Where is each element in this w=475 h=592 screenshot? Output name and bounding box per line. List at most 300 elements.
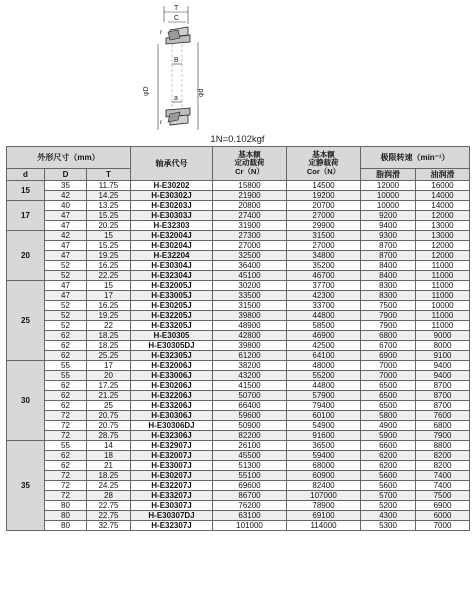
table-row bbox=[7, 471, 470, 481]
cell-bore-d: 15 bbox=[7, 181, 45, 201]
cell-outer-D: 42 bbox=[45, 191, 87, 201]
cell-width-T: 14.25 bbox=[87, 191, 131, 201]
cell-static-load: 68000 bbox=[287, 461, 361, 471]
table-row bbox=[7, 301, 470, 311]
cell-width-T: 19.25 bbox=[87, 311, 131, 321]
cell-speed-oil: 7900 bbox=[416, 431, 470, 441]
cell-dynamic-load: 27400 bbox=[213, 211, 287, 221]
table-body bbox=[7, 181, 470, 531]
cell-bearing-code: H-E30205J bbox=[131, 301, 213, 311]
cell-speed-oil: 8700 bbox=[416, 401, 470, 411]
cell-outer-D: 72 bbox=[45, 481, 87, 491]
cell-static-load: 34800 bbox=[287, 251, 361, 261]
cell-outer-D: 52 bbox=[45, 311, 87, 321]
cell-bore-d: 20 bbox=[7, 231, 45, 281]
table-row bbox=[7, 491, 470, 501]
cell-static-load: 42500 bbox=[287, 341, 361, 351]
cell-outer-D: 72 bbox=[45, 471, 87, 481]
table-row bbox=[7, 481, 470, 491]
label-phiD: φD bbox=[143, 86, 150, 96]
cell-bearing-code: H-E30306DJ bbox=[131, 421, 213, 431]
cell-speed-grease: 4300 bbox=[361, 511, 416, 521]
cell-static-load: 78900 bbox=[287, 501, 361, 511]
cell-dynamic-load: 31500 bbox=[213, 301, 287, 311]
table-row bbox=[7, 241, 470, 251]
table-row bbox=[7, 181, 470, 191]
cell-speed-grease: 5900 bbox=[361, 431, 416, 441]
cell-bearing-code: H-E32006J bbox=[131, 361, 213, 371]
cell-speed-oil: 8800 bbox=[416, 441, 470, 451]
cell-dynamic-load: 59600 bbox=[213, 411, 287, 421]
table-row bbox=[7, 271, 470, 281]
cell-static-load: 44800 bbox=[287, 381, 361, 391]
cell-speed-grease: 5200 bbox=[361, 501, 416, 511]
cell-width-T: 22.75 bbox=[87, 511, 131, 521]
cell-bearing-code: H-E32004J bbox=[131, 231, 213, 241]
cell-speed-grease: 6200 bbox=[361, 461, 416, 471]
cell-speed-grease: 7000 bbox=[361, 361, 416, 371]
label-a: a bbox=[174, 95, 178, 102]
cell-outer-D: 52 bbox=[45, 271, 87, 281]
cell-static-load: 46700 bbox=[287, 271, 361, 281]
cell-speed-oil: 6000 bbox=[416, 511, 470, 521]
cell-speed-oil: 11000 bbox=[416, 271, 470, 281]
cell-speed-grease: 8700 bbox=[361, 241, 416, 251]
label-r-bottom: r bbox=[160, 119, 163, 126]
cell-bearing-code: H-E32907J bbox=[131, 441, 213, 451]
cell-speed-grease: 5300 bbox=[361, 521, 416, 531]
cell-speed-grease: 5600 bbox=[361, 481, 416, 491]
table-row bbox=[7, 221, 470, 231]
header-bearing-code: 轴承代号 bbox=[131, 147, 213, 181]
cell-bearing-code: H-E30204J bbox=[131, 241, 213, 251]
cell-dynamic-load: 101000 bbox=[213, 521, 287, 531]
label-T: T bbox=[174, 5, 179, 12]
cell-speed-grease: 5800 bbox=[361, 411, 416, 421]
cell-speed-oil: 8000 bbox=[416, 341, 470, 351]
cell-bearing-code: H-E32206J bbox=[131, 391, 213, 401]
cell-speed-grease: 6500 bbox=[361, 401, 416, 411]
cell-speed-grease: 8400 bbox=[361, 271, 416, 281]
cell-speed-grease: 6800 bbox=[361, 331, 416, 341]
label-r-top: r bbox=[160, 29, 163, 36]
table-row bbox=[7, 191, 470, 201]
table-row bbox=[7, 381, 470, 391]
cell-speed-oil: 7500 bbox=[416, 491, 470, 501]
cell-speed-oil: 8700 bbox=[416, 391, 470, 401]
cell-speed-grease: 6900 bbox=[361, 351, 416, 361]
cell-speed-oil: 8700 bbox=[416, 381, 470, 391]
cell-bearing-code: H-E32204 bbox=[131, 251, 213, 261]
cell-static-load: 19200 bbox=[287, 191, 361, 201]
table-row bbox=[7, 511, 470, 521]
cell-outer-D: 47 bbox=[45, 251, 87, 261]
cell-speed-oil: 11000 bbox=[416, 281, 470, 291]
cell-speed-oil: 13000 bbox=[416, 221, 470, 231]
cell-outer-D: 52 bbox=[45, 301, 87, 311]
table-row bbox=[7, 291, 470, 301]
cell-static-load: 44800 bbox=[287, 311, 361, 321]
bearing-section-diagram bbox=[128, 2, 228, 130]
cell-bearing-code: H-E30304J bbox=[131, 261, 213, 271]
cell-width-T: 28 bbox=[87, 491, 131, 501]
cell-dynamic-load: 76200 bbox=[213, 501, 287, 511]
cell-bearing-code: H-E33005J bbox=[131, 291, 213, 301]
cell-speed-grease: 9400 bbox=[361, 221, 416, 231]
cell-outer-D: 55 bbox=[45, 361, 87, 371]
header-static-load: 基本额 定静载荷 Cor（N） bbox=[287, 147, 361, 181]
cell-dynamic-load: 51300 bbox=[213, 461, 287, 471]
cell-speed-oil: 14000 bbox=[416, 201, 470, 211]
cell-speed-oil: 13000 bbox=[416, 231, 470, 241]
cell-bearing-code: H-E32304J bbox=[131, 271, 213, 281]
cell-width-T: 15 bbox=[87, 281, 131, 291]
cell-width-T: 20 bbox=[87, 371, 131, 381]
cell-outer-D: 55 bbox=[45, 441, 87, 451]
cell-bearing-code: H-E30307J bbox=[131, 501, 213, 511]
cell-dynamic-load: 39800 bbox=[213, 311, 287, 321]
header-D: D bbox=[45, 169, 87, 181]
cell-dynamic-load: 45500 bbox=[213, 451, 287, 461]
cell-speed-oil: 11000 bbox=[416, 261, 470, 271]
table-row bbox=[7, 401, 470, 411]
cell-dynamic-load: 86700 bbox=[213, 491, 287, 501]
cell-outer-D: 47 bbox=[45, 221, 87, 231]
table-row bbox=[7, 251, 470, 261]
cell-dynamic-load: 38200 bbox=[213, 361, 287, 371]
cell-static-load: 48000 bbox=[287, 361, 361, 371]
table-row bbox=[7, 311, 470, 321]
cell-speed-oil: 9400 bbox=[416, 361, 470, 371]
cell-dynamic-load: 32500 bbox=[213, 251, 287, 261]
cell-static-load: 20700 bbox=[287, 201, 361, 211]
cell-bearing-code: H-E32005J bbox=[131, 281, 213, 291]
cell-outer-D: 47 bbox=[45, 211, 87, 221]
cell-static-load: 59400 bbox=[287, 451, 361, 461]
header-grease: 脂润滑 bbox=[361, 169, 416, 181]
label-C: C bbox=[174, 15, 180, 22]
table-row bbox=[7, 501, 470, 511]
cell-bearing-code: H-E30207J bbox=[131, 471, 213, 481]
cell-width-T: 17 bbox=[87, 361, 131, 371]
cell-bearing-code: H-E30302J bbox=[131, 191, 213, 201]
cell-speed-oil: 12000 bbox=[416, 241, 470, 251]
cell-width-T: 15 bbox=[87, 231, 131, 241]
cell-dynamic-load: 42800 bbox=[213, 331, 287, 341]
cell-width-T: 11.75 bbox=[87, 181, 131, 191]
cell-static-load: 64100 bbox=[287, 351, 361, 361]
cell-dynamic-load: 31900 bbox=[213, 221, 287, 231]
cell-bearing-code: H-E33206J bbox=[131, 401, 213, 411]
cell-outer-D: 72 bbox=[45, 411, 87, 421]
cell-speed-oil: 9000 bbox=[416, 331, 470, 341]
cell-static-load: 69100 bbox=[287, 511, 361, 521]
table-row bbox=[7, 211, 470, 221]
cell-speed-grease: 10000 bbox=[361, 191, 416, 201]
cell-dynamic-load: 66400 bbox=[213, 401, 287, 411]
cell-outer-D: 62 bbox=[45, 451, 87, 461]
label-B: B bbox=[174, 57, 179, 64]
cell-dynamic-load: 21900 bbox=[213, 191, 287, 201]
cell-outer-D: 47 bbox=[45, 291, 87, 301]
cell-bearing-code: H-E30303J bbox=[131, 211, 213, 221]
cell-dynamic-load: 63100 bbox=[213, 511, 287, 521]
cell-static-load: 27000 bbox=[287, 241, 361, 251]
cell-static-load: 46900 bbox=[287, 331, 361, 341]
cell-width-T: 15.25 bbox=[87, 241, 131, 251]
cell-width-T: 16.25 bbox=[87, 261, 131, 271]
cell-static-load: 14500 bbox=[287, 181, 361, 191]
cell-bearing-code: H-E33205J bbox=[131, 321, 213, 331]
header-T: T bbox=[87, 169, 131, 181]
cell-bore-d: 35 bbox=[7, 441, 45, 531]
cell-outer-D: 62 bbox=[45, 401, 87, 411]
cell-outer-D: 40 bbox=[45, 201, 87, 211]
cell-speed-oil: 12000 bbox=[416, 211, 470, 221]
cell-dynamic-load: 50700 bbox=[213, 391, 287, 401]
cell-dynamic-load: 69600 bbox=[213, 481, 287, 491]
cell-width-T: 22 bbox=[87, 321, 131, 331]
cell-static-load: 31500 bbox=[287, 231, 361, 241]
cell-static-load: 55200 bbox=[287, 371, 361, 381]
cell-bearing-code: H-E32306J bbox=[131, 431, 213, 441]
table-row bbox=[7, 321, 470, 331]
table-row bbox=[7, 351, 470, 361]
cell-dynamic-load: 27000 bbox=[213, 241, 287, 251]
cell-outer-D: 62 bbox=[45, 331, 87, 341]
cell-bearing-code: H-E30203J bbox=[131, 201, 213, 211]
cell-dynamic-load: 61200 bbox=[213, 351, 287, 361]
cell-dynamic-load: 33500 bbox=[213, 291, 287, 301]
cell-speed-oil: 9400 bbox=[416, 371, 470, 381]
cell-speed-oil: 7600 bbox=[416, 411, 470, 421]
cell-speed-oil: 11000 bbox=[416, 311, 470, 321]
table-row bbox=[7, 441, 470, 451]
cell-static-load: 79400 bbox=[287, 401, 361, 411]
cell-bearing-code: H-E33007J bbox=[131, 461, 213, 471]
cell-dynamic-load: 27300 bbox=[213, 231, 287, 241]
bearing-spec-table bbox=[6, 146, 470, 531]
cell-width-T: 17 bbox=[87, 291, 131, 301]
cell-bearing-code: H-E33006J bbox=[131, 371, 213, 381]
cell-speed-oil: 7400 bbox=[416, 471, 470, 481]
cell-width-T: 22.75 bbox=[87, 501, 131, 511]
cell-bearing-code: H-E32205J bbox=[131, 311, 213, 321]
cell-outer-D: 72 bbox=[45, 491, 87, 501]
header-dynamic-load: 基本额 定动载荷 Cr（N） bbox=[213, 147, 287, 181]
cell-speed-oil: 6800 bbox=[416, 421, 470, 431]
cell-outer-D: 62 bbox=[45, 391, 87, 401]
cell-width-T: 24.25 bbox=[87, 481, 131, 491]
cell-static-load: 29900 bbox=[287, 221, 361, 231]
cell-speed-oil: 8200 bbox=[416, 451, 470, 461]
cell-speed-oil: 6900 bbox=[416, 501, 470, 511]
cell-width-T: 18 bbox=[87, 451, 131, 461]
cell-outer-D: 35 bbox=[45, 181, 87, 191]
cell-static-load: 60900 bbox=[287, 471, 361, 481]
cell-outer-D: 80 bbox=[45, 521, 87, 531]
cell-width-T: 21.25 bbox=[87, 391, 131, 401]
cell-dynamic-load: 82200 bbox=[213, 431, 287, 441]
cell-speed-grease: 4900 bbox=[361, 421, 416, 431]
cell-width-T: 18.25 bbox=[87, 471, 131, 481]
cell-dynamic-load: 45100 bbox=[213, 271, 287, 281]
cell-speed-oil: 7400 bbox=[416, 481, 470, 491]
cell-bearing-code: H-E33207J bbox=[131, 491, 213, 501]
cell-dynamic-load: 15800 bbox=[213, 181, 287, 191]
cell-width-T: 28.75 bbox=[87, 431, 131, 441]
cell-speed-grease: 5600 bbox=[361, 471, 416, 481]
cell-bore-d: 25 bbox=[7, 281, 45, 361]
header-oil: 油润滑 bbox=[416, 169, 470, 181]
table-row bbox=[7, 201, 470, 211]
cell-width-T: 14 bbox=[87, 441, 131, 451]
header-speed-limit: 极限转速（min⁻¹） bbox=[361, 147, 470, 169]
header-d: d bbox=[7, 169, 45, 181]
cell-width-T: 16.25 bbox=[87, 301, 131, 311]
cell-speed-grease: 12000 bbox=[361, 181, 416, 191]
table-row bbox=[7, 331, 470, 341]
cell-static-load: 60100 bbox=[287, 411, 361, 421]
cell-width-T: 25.25 bbox=[87, 351, 131, 361]
table-row bbox=[7, 431, 470, 441]
table-row bbox=[7, 411, 470, 421]
cell-speed-grease: 6600 bbox=[361, 441, 416, 451]
cell-bearing-code: H-E32207J bbox=[131, 481, 213, 491]
cell-width-T: 20.75 bbox=[87, 411, 131, 421]
table-row bbox=[7, 361, 470, 371]
cell-outer-D: 62 bbox=[45, 351, 87, 361]
cell-bearing-code: H-E30202 bbox=[131, 181, 213, 191]
cell-width-T: 19.25 bbox=[87, 251, 131, 261]
cell-bore-d: 17 bbox=[7, 201, 45, 231]
cell-speed-grease: 6200 bbox=[361, 451, 416, 461]
cell-dynamic-load: 50900 bbox=[213, 421, 287, 431]
cell-width-T: 13.25 bbox=[87, 201, 131, 211]
table-row bbox=[7, 371, 470, 381]
cell-outer-D: 47 bbox=[45, 281, 87, 291]
cell-speed-oil: 14000 bbox=[416, 191, 470, 201]
cell-speed-grease: 6500 bbox=[361, 381, 416, 391]
table-row bbox=[7, 521, 470, 531]
cell-speed-grease: 7000 bbox=[361, 371, 416, 381]
cell-outer-D: 42 bbox=[45, 231, 87, 241]
cell-outer-D: 47 bbox=[45, 241, 87, 251]
cell-speed-grease: 6700 bbox=[361, 341, 416, 351]
cell-bore-d: 30 bbox=[7, 361, 45, 441]
table-row bbox=[7, 281, 470, 291]
cell-dynamic-load: 41500 bbox=[213, 381, 287, 391]
header-dimensions: 外形尺寸（mm） bbox=[7, 147, 131, 169]
cell-width-T: 18.25 bbox=[87, 331, 131, 341]
table-row bbox=[7, 421, 470, 431]
cell-speed-oil: 9100 bbox=[416, 351, 470, 361]
cell-outer-D: 72 bbox=[45, 421, 87, 431]
table-row bbox=[7, 261, 470, 271]
cell-speed-oil: 12000 bbox=[416, 251, 470, 261]
cell-width-T: 20.75 bbox=[87, 421, 131, 431]
cell-static-load: 27000 bbox=[287, 211, 361, 221]
unit-note: 1N=0.102kgf bbox=[210, 134, 265, 145]
cell-dynamic-load: 48900 bbox=[213, 321, 287, 331]
cell-speed-grease: 9200 bbox=[361, 211, 416, 221]
cell-outer-D: 55 bbox=[45, 371, 87, 381]
table-row bbox=[7, 231, 470, 241]
cell-outer-D: 72 bbox=[45, 431, 87, 441]
cell-dynamic-load: 43200 bbox=[213, 371, 287, 381]
cell-static-load: 107000 bbox=[287, 491, 361, 501]
cell-bearing-code: H-E32307J bbox=[131, 521, 213, 531]
cell-speed-oil: 7000 bbox=[416, 521, 470, 531]
cell-outer-D: 62 bbox=[45, 381, 87, 391]
table-row bbox=[7, 451, 470, 461]
cell-static-load: 37700 bbox=[287, 281, 361, 291]
cell-static-load: 57900 bbox=[287, 391, 361, 401]
cell-width-T: 32.75 bbox=[87, 521, 131, 531]
cell-speed-oil: 16000 bbox=[416, 181, 470, 191]
cell-speed-grease: 8700 bbox=[361, 251, 416, 261]
table-row bbox=[7, 391, 470, 401]
cell-static-load: 36500 bbox=[287, 441, 361, 451]
cell-width-T: 17.25 bbox=[87, 381, 131, 391]
cell-outer-D: 80 bbox=[45, 511, 87, 521]
cell-speed-grease: 7500 bbox=[361, 301, 416, 311]
cell-dynamic-load: 39800 bbox=[213, 341, 287, 351]
cell-bearing-code: H-E32305J bbox=[131, 351, 213, 361]
cell-width-T: 20.25 bbox=[87, 221, 131, 231]
cell-bearing-code: H-E30307DJ bbox=[131, 511, 213, 521]
cell-speed-oil: 10000 bbox=[416, 301, 470, 311]
cell-dynamic-load: 36400 bbox=[213, 261, 287, 271]
cell-static-load: 35200 bbox=[287, 261, 361, 271]
cell-static-load: 91600 bbox=[287, 431, 361, 441]
cell-bearing-code: H-E30206J bbox=[131, 381, 213, 391]
table-row bbox=[7, 461, 470, 471]
cell-speed-grease: 8400 bbox=[361, 261, 416, 271]
cell-outer-D: 62 bbox=[45, 341, 87, 351]
cell-speed-oil: 11000 bbox=[416, 291, 470, 301]
cell-bearing-code: H-E30305DJ bbox=[131, 341, 213, 351]
cell-width-T: 21 bbox=[87, 461, 131, 471]
cell-speed-grease: 5700 bbox=[361, 491, 416, 501]
cell-outer-D: 52 bbox=[45, 321, 87, 331]
cell-static-load: 114000 bbox=[287, 521, 361, 531]
cell-dynamic-load: 26100 bbox=[213, 441, 287, 451]
cell-static-load: 58500 bbox=[287, 321, 361, 331]
cell-dynamic-load: 20800 bbox=[213, 201, 287, 211]
cell-width-T: 18.25 bbox=[87, 341, 131, 351]
cell-static-load: 82400 bbox=[287, 481, 361, 491]
cell-speed-grease: 7900 bbox=[361, 321, 416, 331]
cell-static-load: 42300 bbox=[287, 291, 361, 301]
cell-bearing-code: H-E30305 bbox=[131, 331, 213, 341]
cell-static-load: 54900 bbox=[287, 421, 361, 431]
cell-speed-grease: 9300 bbox=[361, 231, 416, 241]
cell-dynamic-load: 55100 bbox=[213, 471, 287, 481]
cell-outer-D: 62 bbox=[45, 461, 87, 471]
cell-dynamic-load: 30200 bbox=[213, 281, 287, 291]
cell-speed-oil: 8200 bbox=[416, 461, 470, 471]
cell-speed-grease: 7900 bbox=[361, 311, 416, 321]
cell-bearing-code: H-E30306J bbox=[131, 411, 213, 421]
label-phid: φd bbox=[198, 88, 205, 97]
cell-speed-grease: 6500 bbox=[361, 391, 416, 401]
cell-outer-D: 52 bbox=[45, 261, 87, 271]
cell-width-T: 22.25 bbox=[87, 271, 131, 281]
cell-speed-grease: 10000 bbox=[361, 201, 416, 211]
cell-speed-grease: 8300 bbox=[361, 281, 416, 291]
cell-outer-D: 80 bbox=[45, 501, 87, 511]
